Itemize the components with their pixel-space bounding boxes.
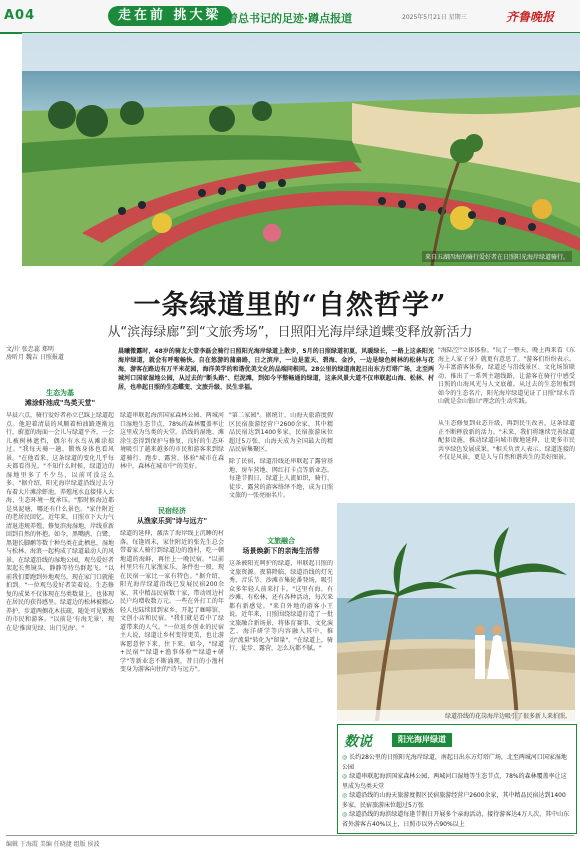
- column-1-text: 早晨六点，骑行爱好者孙立已踩上绿道起点。他迎着清晨的风顺着柏油路逐渐远行，蔚蓝的海面一会儿与绿道平齐，一会儿被树林遮挡，偶尔有水鸟从滩涂掠过。"我每天骑一趟，锻炼身体也看风景。"在他看来，这条绿道的变化几乎每天都看得见。"不知什么时候，绿道边的湿地里多了不少鸟，以前可没这么多。"据介绍，阳光海岸绿道沿线过去分布着大片滩涂虾池，养殖尾水直接排入大海，生态环境一度承压。"那时候海边都是臭泥塘，哪还有什么景色。"家住附近的老居民回忆。近年来，日照市下大力气清退违规养殖、修复滨海湿地，岸线重新回到自然的怀抱。如今，黑嘴鸥、白鹭、黑翅长脚鹬等数十种鸟类在此栖息，湿地与松林、海浪一起构成了绿道最动人的风景。在绿道沿线的湿地公园，观鸟爱好者架起长焦镜头，静静等待鸟群起飞。"以前我们要跑到外地观鸟，现在家门口就能拍到。"一位观鸟爱好者笑着说。生态修复的成果不仅体现在鸟类数量上，也体现在居民的获得感里。绿道边的松林被精心养护，步道两侧花木扶疏，随处可见锻炼的市民和游客。"以前是'有海无景'，现在是'推窗见绿、出门见海'。": [6, 412, 114, 632]
- wedding-photo: [337, 503, 575, 721]
- hero-photo-caption: 来自五湖四海的骑行爱好者在日照阳光海岸绿道骑行。: [422, 251, 572, 262]
- data-item: ◎ 绿道沿线的山海天旅游度假区民宿旅游经营户2600余家，其中精品民宿达到1400多家，民宿旅游床位超过5万张: [342, 791, 570, 810]
- section-culture-tourism-header: [229, 536, 333, 556]
- greenway-cyclists-illustration: [22, 33, 580, 266]
- data-item: ◎ 绿道沿线的海滨绿道每逢节假日开展多个亲海活动，接待游客达4万人次，其中山东省外游客占40%以上，日照市以外占90%以上: [342, 810, 570, 829]
- column-4-text-top: "海陆空"立体体验。"玩了一整天，晚上再来看《东海上人家子牙》就更有意思了。"游客们纷纷表示。为丰富游客体验，绿道还与沿线景区、文化场馆联动，推出了一系列主题线路，让游客在骑行中感受日照的山海风光与人文底蕴。从过去的生态短板到如今的生态名片，阳光海岸绿道见证了日照"绿水青山就是金山银山"理念的生动实践。: [438, 347, 575, 405]
- section-ecology-header: [6, 388, 114, 408]
- column-3-text-top: "第二家园"。据统计，山海天旅游度假区民宿旅游经营户2600余家，其中精品民宿达到1400多家，民宿旅游床位超过5万张，山海天成为全国最大的精品民宿集聚区。: [229, 412, 333, 453]
- section-title: 文旅融合: [267, 537, 295, 545]
- section-homestay-header: [120, 506, 224, 526]
- data-box-items: [342, 753, 570, 829]
- column-title: 走在前 挑大梁: [108, 6, 232, 26]
- headline: 一条绿道里的“自然哲学”: [133, 290, 447, 321]
- column-4-text: 从生态修复到业态升级，再到民生改善，这条绿道正不断释放新的活力。"未来，我们将继续完善绿道配套设施，推动绿道向城市腹地延伸，让更多市民共享绿色发展成果。"相关负责人表示。绿道连接的不仅是风景，更是人与自然和谐共生的美好图景。: [438, 420, 575, 461]
- byline-authors: 文/片 张忠蕊 郑明: [6, 346, 54, 353]
- date: 2025年5月21日 星期三: [402, 14, 467, 21]
- section-title: 民宿经济: [158, 507, 186, 515]
- column-subtitle: 沿着总书记的足迹·蹲点报道: [216, 12, 353, 25]
- lead-paragraph: 晨曦微露时，48岁的骑友大壹李磊会骑行日照阳光海岸绿道上散步，5月的日照绿道初夏，风暖绿长，一路上这条阳光海岸绿道，就会有呼啦畅快。自在悠游的蒲扇路，日之滨岸，一边是蓝天、碧海、金沙，一边是绿色树林的松林与花海，游客在路边有万平米花园，海洋美学的和谐优美文化的品端同根同。28公里的绿道南起日出东方灯塔广场，北至两城河口国家湿地公园，从过去的"断头路"、烂泥滩，到如今平整畅通的绿道，这条风景大道不仅串联起山海、松林、村居，也串起日照的生态蝶变、文旅升级、民生幸福。: [118, 348, 434, 391]
- page-footer: 编辑 于海霞 美编 任晓捷 组版 侯波: [6, 835, 574, 848]
- column-2-text: 绿道的延伸，激活了海岸线上沉睡的村落。每逢周末，家住附近的张先生总会带着家人骑行到绿道边的渔村，吃一顿地道的海鲜，再住上一晚民宿。"以前村里只有几家渔家乐，条件也一般，现在民宿一家比一家有特色。"据介绍，阳光海岸绿道沿线已发展民宿200余家，其中精品民宿数十家，带动周边村民户均增收数万元。一些在外打工的年轻人也陆续回到家乡，开起了咖啡馆、文创小店和民宿。"我们就是看中了绿道带来的人气。"一位返乡创业的民宿主人说，绿道让乡村变得更美，也让游客愿意停下来、住下来。如今，"绿道+民宿""绿道+渔事体验""绿道+研学"等新业态不断涌现，昔日的小渔村变身为游客向往的"诗与远方"。: [120, 530, 224, 673]
- section-subtitle: 从渔家乐到"诗与远方": [136, 517, 208, 525]
- column-3-text: 这条被阳光呵护的绿道，串联起日照的文旅资源。夜幕降临，绿道沿线的灯光秀、音乐节、沙滩市集轮番登场，吸引众多年轻人前来打卡。"这里有海、有沙滩、有松林，还有各种活动，每次来都有新感觉。"来自外地的游客小王说。近年来，日照围绕绿道打造了一批文旅融合新场景，将体育赛事、文化演艺、海洋研学等内容融入其中，推动"流量"转化为"留量"。"在绿道上，骑行、徒步、露营，怎么玩都不腻。": [229, 560, 333, 652]
- page-number: A04: [4, 8, 36, 23]
- brand-logo: 齐鲁晚报: [506, 10, 555, 24]
- byline: [6, 346, 114, 362]
- wedding-photo-caption: 绿道沿线的花岗海岸边吸引了很多新人来拍照。: [337, 710, 575, 721]
- byline-location: 房昕月 魏吉 日照报道: [6, 354, 64, 361]
- hero-photo: [22, 33, 580, 266]
- data-item: ◎ 绿道串联起海滨国家森林公园、两城河口湿地等生态节点，78%的森林覆盖率让这里成为鸟类天堂: [342, 772, 570, 791]
- data-box-title: 数说: [344, 734, 372, 750]
- section-subtitle: 滩涂虾池成"鸟类天堂": [24, 399, 96, 407]
- section-title: 生态为基: [46, 389, 74, 397]
- page-header: [0, 0, 580, 34]
- column-3-text-mid: 除了民宿，绿道沿线还串联起了露营基地、房车营地、网红打卡点等新业态。每逢节假日，绿道上人流如织，骑行、徒步、露营的游客络绎不绝，成为日照文旅的一张亮丽名片。: [229, 458, 333, 499]
- subheadline: 从“滨海绿廊”到“文旅秀场”，日照阳光海岸绿道蝶变释放新活力: [107, 325, 473, 340]
- data-box-subtitle: 阳光海岸绿道: [392, 733, 452, 747]
- data-item: ◎ 长约28公里的日照阳光海岸绿道，南起日出东方灯塔广场，北至两城河口国家湿地公园: [342, 753, 570, 772]
- section-subtitle: 场景焕新下的亲海生活带: [242, 547, 320, 555]
- beach-wedding-illustration: [337, 503, 575, 721]
- column-2-text-top: 绿道串联起海滨国家森林公园、两城河口湿地生态节点，78%的森林覆盖率让这里成为鸟类的天堂。沿线的湿地、滩涂生态得到保护与修复，良好的生态环境吸引了越来越多的市民和游客来到绿道骑行、跑步、露营，体验"城市在森林中，森林在城市中"的美好。: [120, 412, 224, 470]
- data-box: [337, 724, 577, 834]
